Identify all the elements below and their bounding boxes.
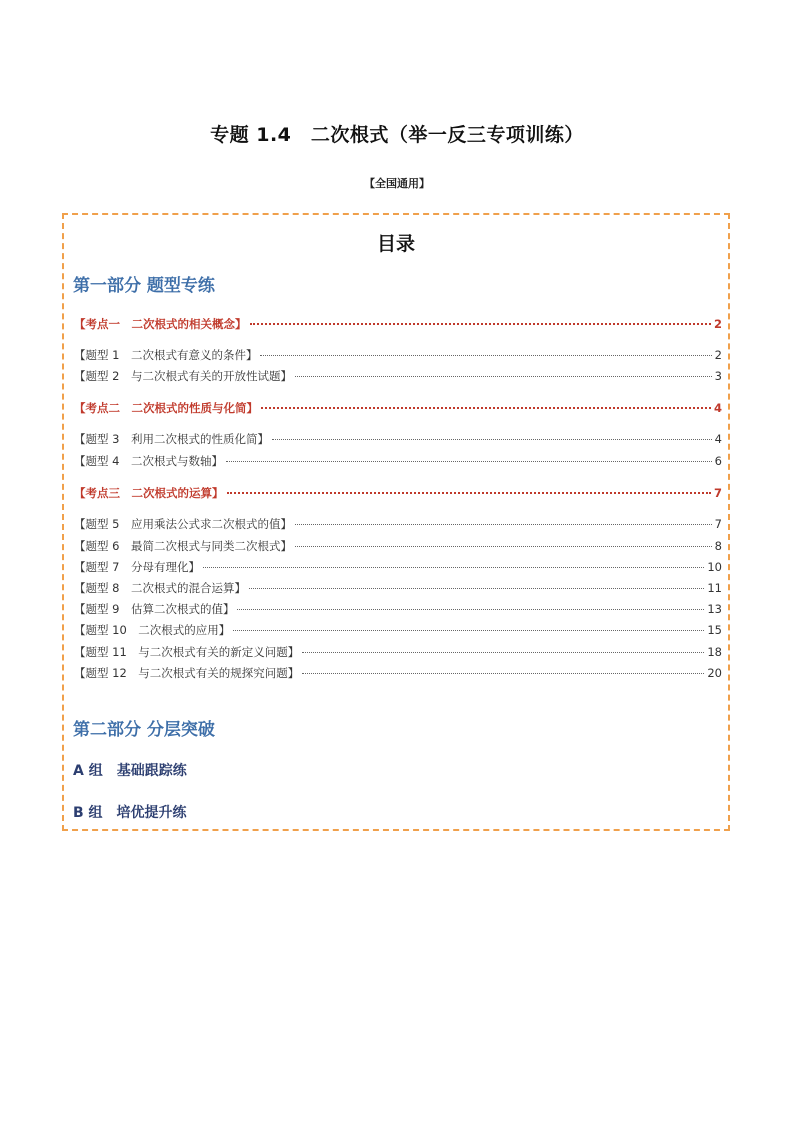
page-number: 13 [707, 602, 722, 616]
page-number: 15 [707, 623, 722, 637]
toc-entry-tixing-3[interactable]: 【题型 3 利用二次根式的性质化简】 4 [74, 432, 722, 446]
table-of-contents [62, 213, 730, 831]
page-number: 18 [707, 645, 722, 659]
page-number: 6 [714, 454, 722, 468]
part-1-title: 第一部分 题型专练 [73, 276, 215, 296]
page-number: 2 [713, 317, 722, 331]
page-number: 3 [714, 369, 722, 383]
toc-entry-tixing-1[interactable]: 【题型 1 二次根式有意义的条件】 2 [74, 348, 722, 362]
toc-entry-kaodian-3[interactable]: 【考点三 二次根式的运算】 7 [74, 486, 722, 500]
page-number: 7 [713, 486, 722, 500]
group-b-link[interactable]: B 组 培优提升练 [73, 805, 187, 821]
toc-entry-tixing-4[interactable]: 【题型 4 二次根式与数轴】 6 [74, 454, 722, 468]
page-number: 4 [713, 401, 722, 415]
toc-entry-tixing-5[interactable]: 【题型 5 应用乘法公式求二次根式的值】 7 [74, 517, 722, 531]
toc-entry-tixing-12[interactable]: 【题型 12 与二次根式有关的规探究问题】 20 [74, 666, 722, 680]
toc-entry-tixing-2[interactable]: 【题型 2 与二次根式有关的开放性试题】 3 [74, 369, 722, 383]
page-number: 11 [707, 581, 722, 595]
page-number: 2 [714, 348, 722, 362]
toc-entry-tixing-11[interactable]: 【题型 11 与二次根式有关的新定义问题】 18 [74, 645, 722, 659]
document-subtitle: 【全国通用】 [364, 177, 430, 190]
toc-entry-kaodian-2[interactable]: 【考点二 二次根式的性质与化简】 4 [74, 401, 722, 415]
page-number: 4 [714, 432, 722, 446]
toc-heading: 目录 [376, 233, 415, 255]
page-number: 7 [714, 517, 722, 531]
toc-entry-tixing-10[interactable]: 【题型 10 二次根式的应用】 15 [74, 623, 722, 637]
group-a-link[interactable]: A 组 基础跟踪练 [73, 763, 187, 779]
toc-entry-tixing-6[interactable]: 【题型 6 最简二次根式与同类二次根式】 8 [74, 539, 722, 553]
page-number: 10 [707, 560, 722, 574]
toc-entry-tixing-8[interactable]: 【题型 8 二次根式的混合运算】 11 [74, 581, 722, 595]
toc-entry-kaodian-1[interactable]: 【考点一 二次根式的相关概念】 2 [74, 317, 722, 331]
page-number: 20 [707, 666, 722, 680]
toc-entry-tixing-7[interactable]: 【题型 7 分母有理化】 10 [74, 560, 722, 574]
toc-entry-tixing-9[interactable]: 【题型 9 估算二次根式的值】 13 [74, 602, 722, 616]
document-title: 专题 1.4 二次根式（举一反三专项训练） [210, 124, 584, 146]
part-2-title: 第二部分 分层突破 [73, 720, 215, 740]
page-number: 8 [714, 539, 722, 553]
